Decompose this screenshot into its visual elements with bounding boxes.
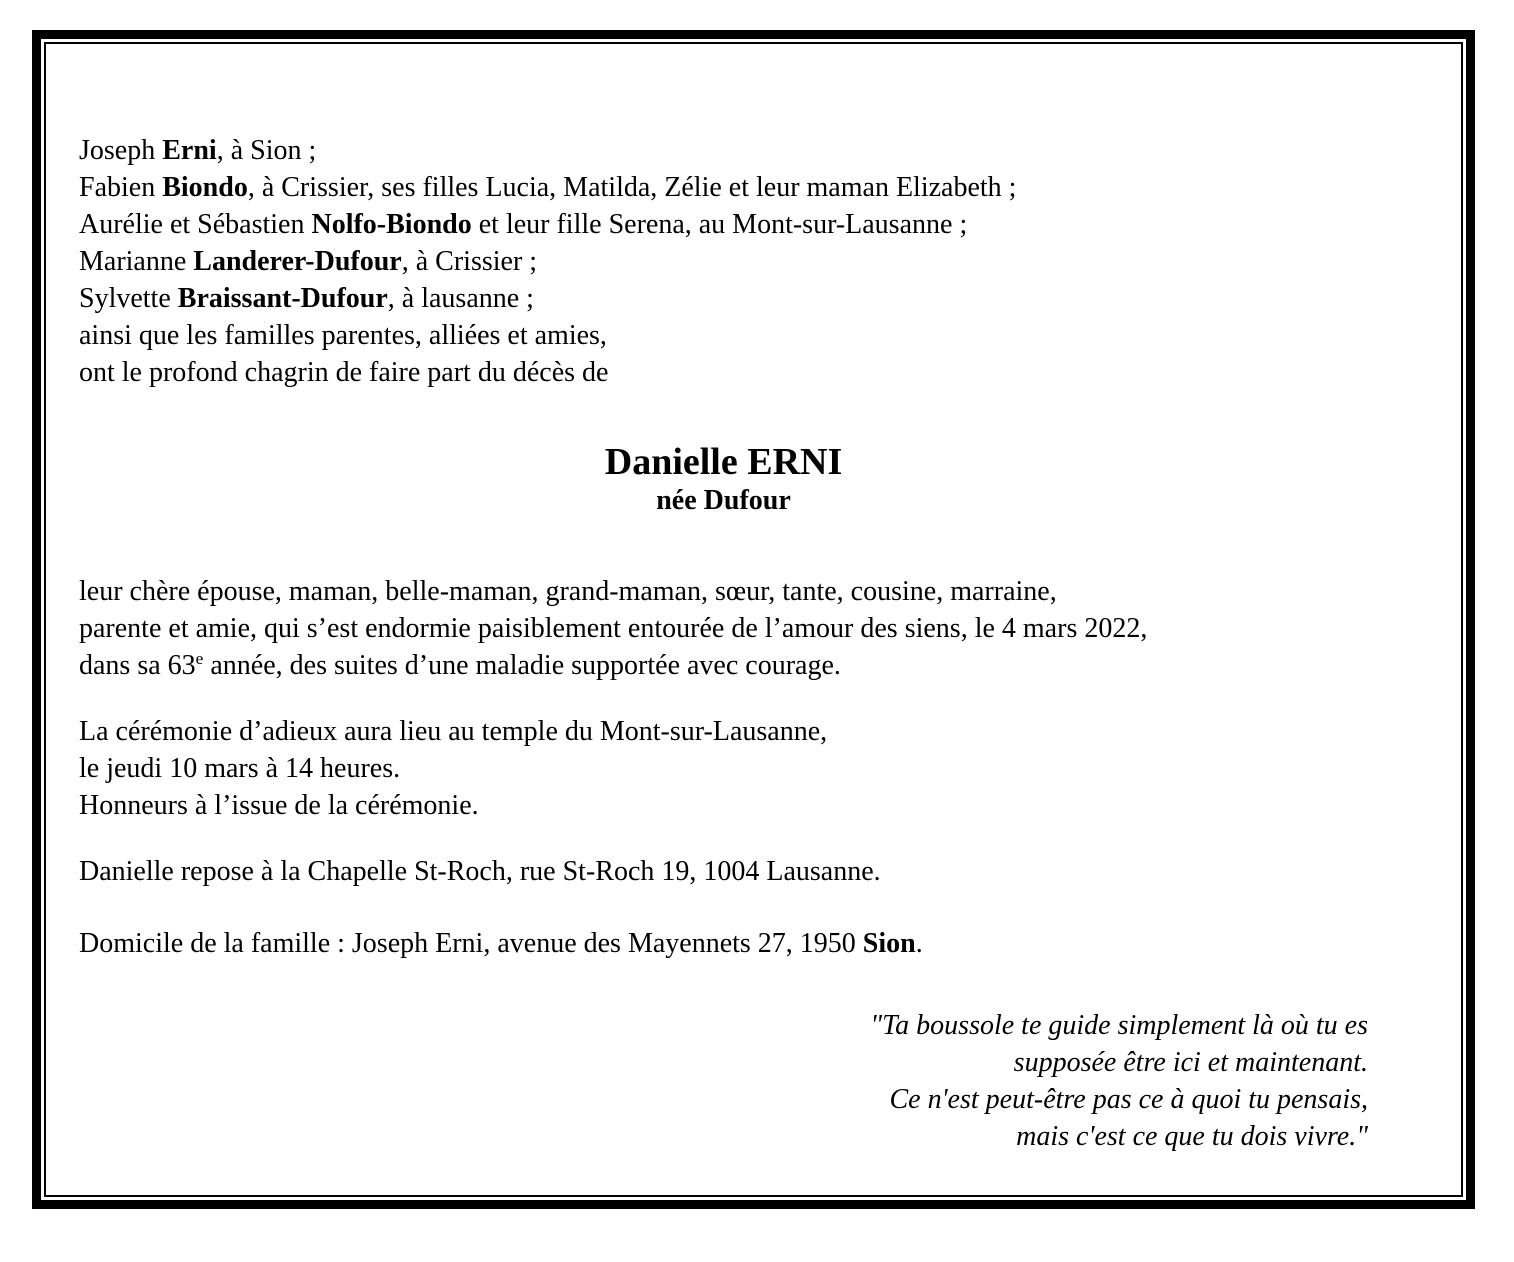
frame-inner-line [44,42,1463,1197]
text-line: le jeudi 10 mars à 14 heures. [79,753,401,784]
text-line: ainsi que les familles parentes, alliées et amies, [79,320,607,351]
text-line: parente et amie, qui s’est endormie paisiblement entourée de l’amour des siens, le 4 mars 2022, [79,613,1148,644]
memorial-quote [79,1007,1368,1155]
ceremony-paragraph [79,713,1368,824]
obituary-content [79,132,1368,1155]
tribute-paragraph [79,573,1368,687]
decorative-double-frame [32,30,1475,1209]
text-line: Honneurs à l’issue de la cérémonie. [79,790,479,821]
maiden-name: née Dufour [656,485,791,516]
text-line: supposée être ici et maintenant. [1013,1047,1368,1078]
text-line: Joseph Erni, à Sion ; [79,135,317,166]
text-line: leur chère épouse, maman, belle-maman, grand-maman, sœur, tante, cousine, marraine, [79,576,1057,607]
repose-info: Danielle repose à la Chapelle St-Roch, rue St-Roch 19, 1004 Lausanne. [79,856,881,887]
deceased-name: Danielle ERNI [604,441,843,483]
family-intro-block [79,132,1368,391]
text-line: La cérémonie d’adieux aura lieu au temple du Mont-sur-Lausanne, [79,716,828,747]
text-line: ont le profond chagrin de faire part du décès de [79,357,609,388]
text-line: "Ta boussole te guide simplement là où tu es [870,1010,1368,1041]
text-line: Domicile de la famille : Joseph Erni, avenue des Mayennets 27, 1950 Sion. [79,928,923,959]
text-line: Aurélie et Sébastien Nolfo-Biondo et leur fille Serena, au Mont-sur-Lausanne ; [79,209,968,240]
text-line: mais c'est ce que tu dois vivre." [1016,1121,1368,1152]
text-line: Sylvette Braissant-Dufour, à lausanne ; [79,283,534,314]
text-line: Ce n'est peut-être pas ce à quoi tu pensais, [889,1084,1368,1115]
text-line: Fabien Biondo, à Crissier, ses filles Lucia, Matilda, Zélie et leur maman Elizabeth ; [79,172,1017,203]
text-line: Marianne Landerer-Dufour, à Crissier ; [79,246,538,277]
family-domicile-info [79,925,1368,962]
text-line: dans sa 63e année, des suites d’une maladie supportée avec courage. [79,649,841,681]
